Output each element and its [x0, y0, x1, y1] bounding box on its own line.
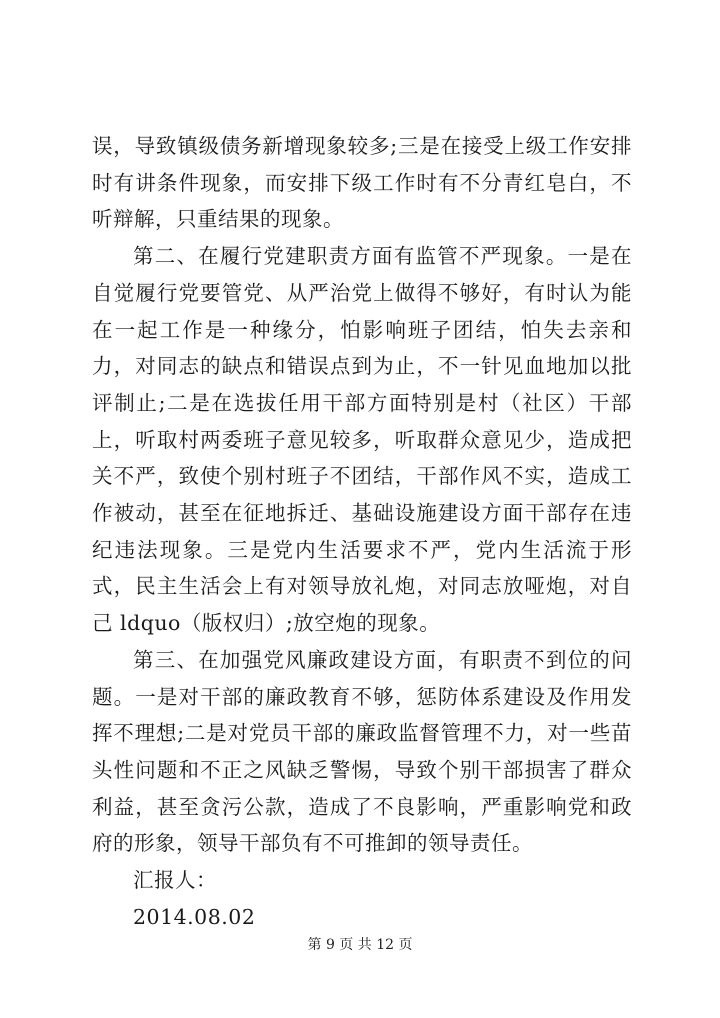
signature-label: 汇报人： [133, 868, 217, 893]
document-body [92, 128, 632, 935]
page-number-footer: 第 9 页 共 12 页 [307, 937, 413, 953]
paragraph-continuation: 误，导致镇级债务新增现象较多;三是在接受上级工作安排时有讲条件现象，而安排下级工作时有不分青红皂白，不听辩解，只重结果的现象。 [92, 134, 632, 232]
paragraph-second-point: 第二、在履行党建职责方面有监管不严现象。一是在自觉履行党要管党、从严治党上做得不够好，有时认为能在一起工作是一种缘分，怕影响班子团结，怕失去亲和力，对同志的缺点和错误点到为止，不一针见血地加以批评制止;二是在选拔任用干部方面特别是村（社区）干部上，听取村两委班子意见较多，听取群众意见少，造成把关不严，致使个别村班子不团结，干部作风不实，造成工作被动，甚至在征地拆迁、基础设施建设方面干部存在违纪违法现象。三是党内生活要求不严，党内生活流于形式，民主生活会上有对领导放礼炮，对同志放哑炮，对自己 ldquo（版权归）;放空炮的现象。 [92, 244, 632, 636]
report-date: 2014.08.02 [133, 904, 256, 929]
paragraph-third-point: 第三、在加强党风廉政建设方面，有职责不到位的问题。一是对干部的廉政教育不够，惩防体系建设及作用发挥不理想;二是对党员干部的廉政监督管理不力，对一些苗头性问题和不正之风缺乏警惕，导致个别干部损害了群众利益，甚至贪污公款，造成了不良影响，严重影响党和政府的形象，领导干部负有不可推卸的领导责任。 [92, 647, 632, 856]
